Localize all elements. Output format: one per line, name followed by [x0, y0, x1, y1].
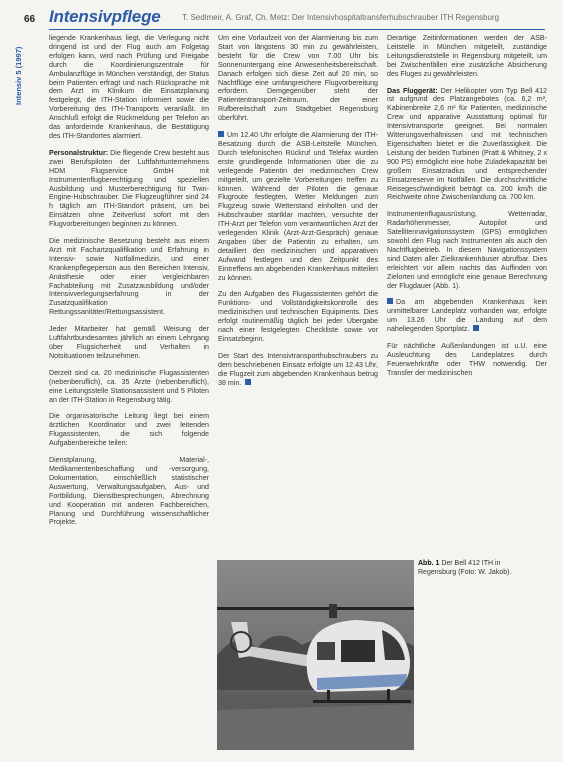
- paragraph-text: Die fliegende Crew besteht aus zwei Berufspiloten der Luftfahrtunternehmens HDM Flugservice GmbH mit Instrumentenflugberechtigung und speziellen Ausbildung und Musterberechtigung für Twin-Engine-Hubschrauber. Die Flugzeugführer sind 24 h täglich am ITH-Standort präsent, um bei Einsätzen ohne Zeitverlust sofort mit den Flugvorbereitungen beginnen zu können.: [49, 148, 209, 229]
- section-end-marker-icon: [473, 325, 479, 331]
- paragraph-text: Die organisatorische Leitung liegt bei einem ärztlichen Koordinator und zwei leitenden Flugassistenten, die sich folgende Aufgabenbereiche teilen:: [49, 412, 209, 448]
- col3-paragraph: [387, 87, 547, 203]
- page-header: [0, 0, 563, 30]
- section-end-marker-icon: [245, 379, 251, 385]
- figure-caption: [418, 560, 528, 577]
- section-marker-icon: [387, 298, 393, 304]
- col2-paragraph: [218, 290, 378, 343]
- paragraph-heading: Das Fluggerät:: [387, 86, 438, 95]
- col1-paragraph: [49, 369, 209, 405]
- col2-paragraph: [218, 131, 378, 282]
- sidebar-issue-label: Intensiv 5 (1997): [14, 46, 23, 105]
- paragraph-text: Der Helikopter vom Typ Bell 412 ist aufgrund des Platzangebotes (ca. 6,2 m³, Kabinenbreite 2,6 m² für Patienten, medizinische Crew und apparative Ausstattung optimal für Intensivtransporte geeignet. Bei normalen Witterungsverhältnissen und mit technischen Eigenschaften bietet er die Zuverlässigkeit. Die Leistung der beiden Turbinen (Pratt & Whitney, 2 x 900 PS) ermöglicht eine hohe Zuladekapazität bei großem Einsatzradius und entsprechender Einsatzreserve im Notfällen. Die durchschnittliche Reisegeschwindigkeit beträgt ca. 200 km/h die Reichweite ohne Zwischenlandung ca. 700 km.: [387, 86, 548, 202]
- helicopter-image: [217, 560, 414, 750]
- figure-caption-text: Der Bell 412 ITH in Regensburg (Foto: W. Jakob).: [418, 560, 512, 576]
- col2-paragraph: [218, 352, 378, 388]
- text-column-3: [387, 34, 547, 386]
- paragraph-text: Der Start des Intensivtransporthubschraubers zu dem beschriebenen Einsatz erfolgte um 12.43 Uhr, die Flugzeit zum abgebenden Krankenhaus betrug 38 min.: [218, 351, 378, 387]
- col3-paragraph: [387, 210, 547, 290]
- text-column-1: [49, 34, 209, 535]
- paragraph-text: Derartige Zeitinformationen werden der ASB-Leitstelle in München mitgeteilt, zuständige Leitungsdienststelle in Regensburg mitgeteilt, um bei Zwischenfällen eine zusätzliche Absicherung des Fluges zu gewährleisten.: [387, 34, 547, 78]
- paragraph-text: Die medizinische Besetzung besteht aus einem Arzt mit Fachartzqualifikation und Erfahrung in Intensiv- sowie Notfallmedizin, und einer Krankenpflegeperson aus den Bereichen Intensiv, Anästhesie oder einer vergleichbaren Fachabteilung mit Zusatzausbildung und/oder Intensivverlegungserfahrung in der Zusatzqualifikation Rettungssanitäter/Rettungsassistent.: [49, 237, 209, 317]
- paragraph-text: liegende Krankenhaus liegt, die Verlegung nicht dringend ist und der Flug auch am Folgetag erfolgen kann, wird nach Prüfung und Freigabe durch die Koordinierungszentrale für Ambulanzflüge in München verständigt, der Status beim Patienten erfragt und nach Rücksprache mit dem Arzt im Klinikum die Einsatzplanung festgelegt, die ITH-Station informiert sowie die Vorbereitung des ITH-Transports veranlaßt. Im Anschluß erfolgt die Rückmeldung per Telefon an das anfordernde Krankenhaus, die Bestätigung des ITH-Standortes alarmiert.: [49, 34, 209, 140]
- col1-paragraph: [49, 34, 209, 141]
- col1-paragraph: [49, 456, 209, 527]
- helicopter-photo: [217, 560, 414, 750]
- col2-paragraph: [218, 34, 378, 123]
- paragraph-text: Zu den Aufgaben des Flugassistenten gehört die Funktions- und Vollständigkeitskontrolle des medizinischen und technischen Equipments. Dies erfolgt routinemäßig täglich bei jeder Übergabe nach einer festgelegten Checkliste sowie vor Einsatzbeginn.: [218, 290, 378, 343]
- paragraph-heading: Personalstruktur:: [49, 148, 109, 157]
- header-rule: [49, 29, 545, 30]
- section-marker-icon: [218, 131, 224, 137]
- paragraph-text: Um eine Vorlaufzeit von der Alarmierung bis zum Start von längstens 30 min zu gewährleisten, besteht für die Crew von 7.00 Uhr bis Sonnenuntergang eine Anwesenheitsbereitschaft. Danach erfolgen sich diese Zeit auf 20 min, so Nachtflüge eine umfangreichere Flugvorbereitung erfordern. Demgegenüber steht der Patiententransport-Zeitraum, der einer Rufbereitschaft zum Stadtgebiet Regensburg überführt.: [218, 34, 378, 123]
- paragraph-text: Jeder Mitarbeiter hat gemäß Weisung der Luftfahrtbundesamtes jährlich an einem Lehrgang über Flugsicherheit und Verhalten in Notsituationen teilzunehmen.: [49, 325, 209, 360]
- paragraph-text: Um 12.40 Uhr erfolgte die Alarmierung der ITH-Besatzung durch die ASB-Leitstelle München. Durch telefonischen Rückruf und Telefax wurden erste grundlegende Informationen über die zu verlegende Patientin der medizinischen Crew mitgeteilt, um gezielte Vorbereitungen treffen zu können. Während der Piloten die genaue Flugroute festlegten, Wetter Meldungen zum Flugzeug sowie Wetterstand einholten und der Hubschrauber startklar machten, versuchte der ITH-Arzt per Telefon vom verantwortlichen Arzt der verlegenden Klinik (Arzt-Arzt-Gespräch) genaue Angaben über die Patientin zu erhalten, um detailliert den medizinischen und apparativen Aufwand festlegen und den Zeitpunkt des Eintreffens am abgebenden Krankenhaus mitteilen zu können.: [218, 131, 378, 282]
- col3-paragraph: [387, 342, 547, 378]
- paragraph-text: Da am abgebenden Krankenhaus kein unmittelbarer Landeplatz vorhanden war, erfolgte um 13.26 Uhr die Landung auf dem naheliegenden Sportplatz.: [387, 298, 547, 334]
- article-running-title: T. Sedlmeir, A. Graf, Ch. Metz: Der Intensivhospitaltransferhubschrauber ITH Regensburg: [182, 13, 500, 22]
- paragraph-text: Derzeit sind ca. 20 medizinische Flugassistenten (nebenberuflich), ca. 35 Ärzte (nebenberuflich), eine Leitungsstelle Stationsassistent und 5 Piloten an der ITH-Station in Regensburg tätig.: [49, 368, 209, 404]
- paragraph-text: Dienstplanung, Material-, Medikamentenbeschaffung und -versorgung, Dokumentation, einschließlich statistischer Auswertung, Verwaltungsaufgaben, Aus- und Fortbildung, Dienstbesprechungen, Abrechnung und Kooperation mit anderen Fachbereichen, Planung und Durchführung wissenschaftlicher Projekte.: [49, 456, 209, 527]
- col3-paragraph: [387, 34, 547, 79]
- figure-caption-label: Abb. 1: [418, 560, 440, 567]
- col1-paragraph: [49, 149, 209, 229]
- col3-paragraph: [387, 298, 547, 334]
- page-number: 66: [24, 14, 36, 25]
- col1-paragraph: [49, 237, 209, 317]
- col1-paragraph: [49, 412, 209, 448]
- journal-name: Intensivpflege: [49, 7, 161, 26]
- col1-paragraph: [49, 325, 209, 361]
- paragraph-text: Für nächtliche Außenlandungen ist u.U. eine Ausleuchtung des Landeplatzes durch Feuerwehrkräfte oder THW notwendig. Der Transfer der medizinischen: [387, 342, 547, 377]
- paragraph-text: Instrumentenflugausrüstung, Wetterradar, Radarhöhenmesser, Autopilot und Satellitennavigationssystem (GPS) ermöglichen sowohl den Flug nach Instrumenten als auch den Nachtflugbetrieb. In diesem Navigationssystem sind Daten aller Zielkrankenhäuser abrufbar. Dies erleichtert vor allem nachts das Auffinden von Zielorten und ermöglicht eine genaue Berechnung der Flugdauer (Abb. 1).: [387, 210, 547, 290]
- text-column-2: [218, 34, 378, 396]
